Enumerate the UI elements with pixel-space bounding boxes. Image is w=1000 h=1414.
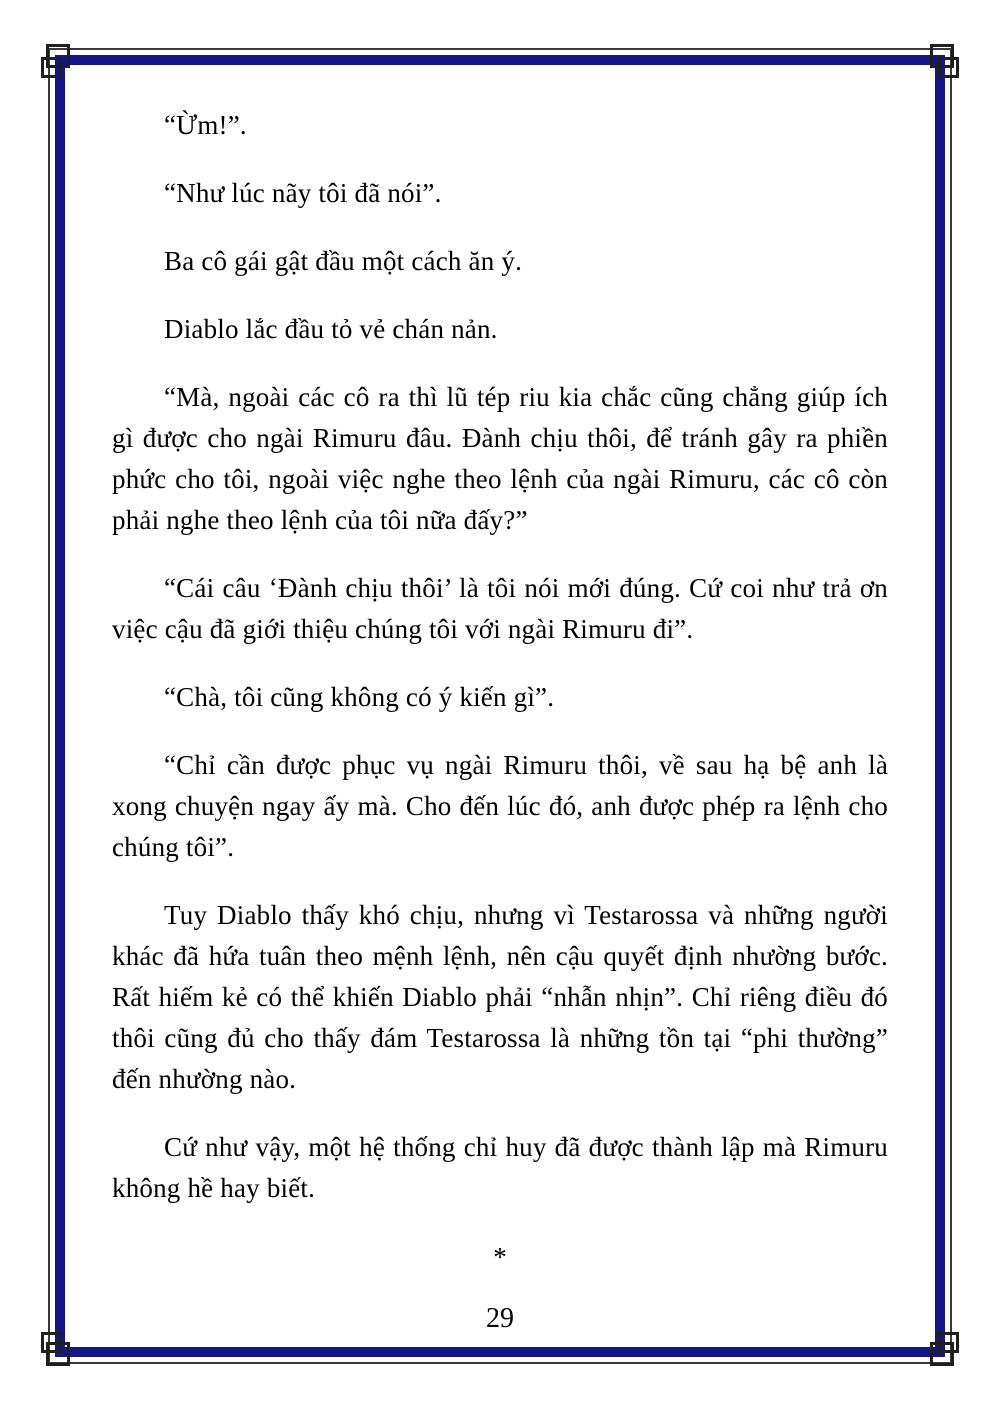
ornament-square-icon	[41, 57, 62, 78]
paragraph: “Như lúc nãy tôi đã nói”.	[164, 178, 442, 208]
section-break-asterisk: *	[493, 1242, 507, 1272]
corner-ornament-bottom-left	[40, 1328, 82, 1370]
corner-ornament-top-right	[918, 40, 960, 82]
paragraph: Ba cô gái gật đầu một cách ăn ý.	[164, 246, 523, 276]
page-number: 29	[486, 1303, 514, 1334]
paragraph: “Mà, ngoài các cô ra thì lũ tép riu kia chắc cũng chẳng giúp ích gì được cho ngài Rimuru đâu. Đành chịu thôi, để tránh gây ra phiền phức cho tôi, ngoài việc nghe theo lệnh của ngài Rimuru, các cô còn phải nghe theo lệnh của tôi nữa đấy?”	[112, 382, 888, 535]
corner-ornament-top-left	[40, 40, 82, 82]
paragraph: Cứ như vậy, một hệ thống chỉ huy đã được thành lập mà Rimuru không hề hay biết.	[112, 1132, 888, 1203]
paragraph: Tuy Diablo thấy khó chịu, nhưng vì Testarossa và những người khác đã hứa tuân theo mệnh lệnh, nên cậu quyết định nhường bước. Rất hiếm kẻ có thể khiến Diablo phải “nhẫn nhịn”. Chỉ riêng điều đó thôi cũng đủ cho thấy đám Testarossa là những tồn tại “phi thường” đến nhường nào.	[112, 900, 888, 1094]
paragraph: Diablo lắc đầu tỏ vẻ chán nản.	[164, 314, 498, 344]
paragraph: “Chỉ cần được phục vụ ngài Rimuru thôi, về sau hạ bệ anh là xong chuyện ngay ấy mà. Cho đến lúc đó, anh được phép ra lệnh cho chúng tôi”.	[112, 750, 888, 862]
page-content	[112, 105, 888, 1339]
ornament-square-icon	[938, 1332, 959, 1353]
ornament-square-icon	[41, 1332, 62, 1353]
corner-ornament-bottom-right	[918, 1328, 960, 1370]
paragraph: “Ừm!”.	[164, 110, 247, 140]
paragraph: “Chà, tôi cũng không có ý kiến gì”.	[164, 682, 555, 712]
ornament-square-icon	[938, 57, 959, 78]
paragraph: “Cái câu ‘Đành chịu thôi’ là tôi nói mới đúng. Cứ coi như trả ơn việc cậu đã giới thiệu chúng tôi với ngài Rimuru đi”.	[112, 573, 888, 644]
